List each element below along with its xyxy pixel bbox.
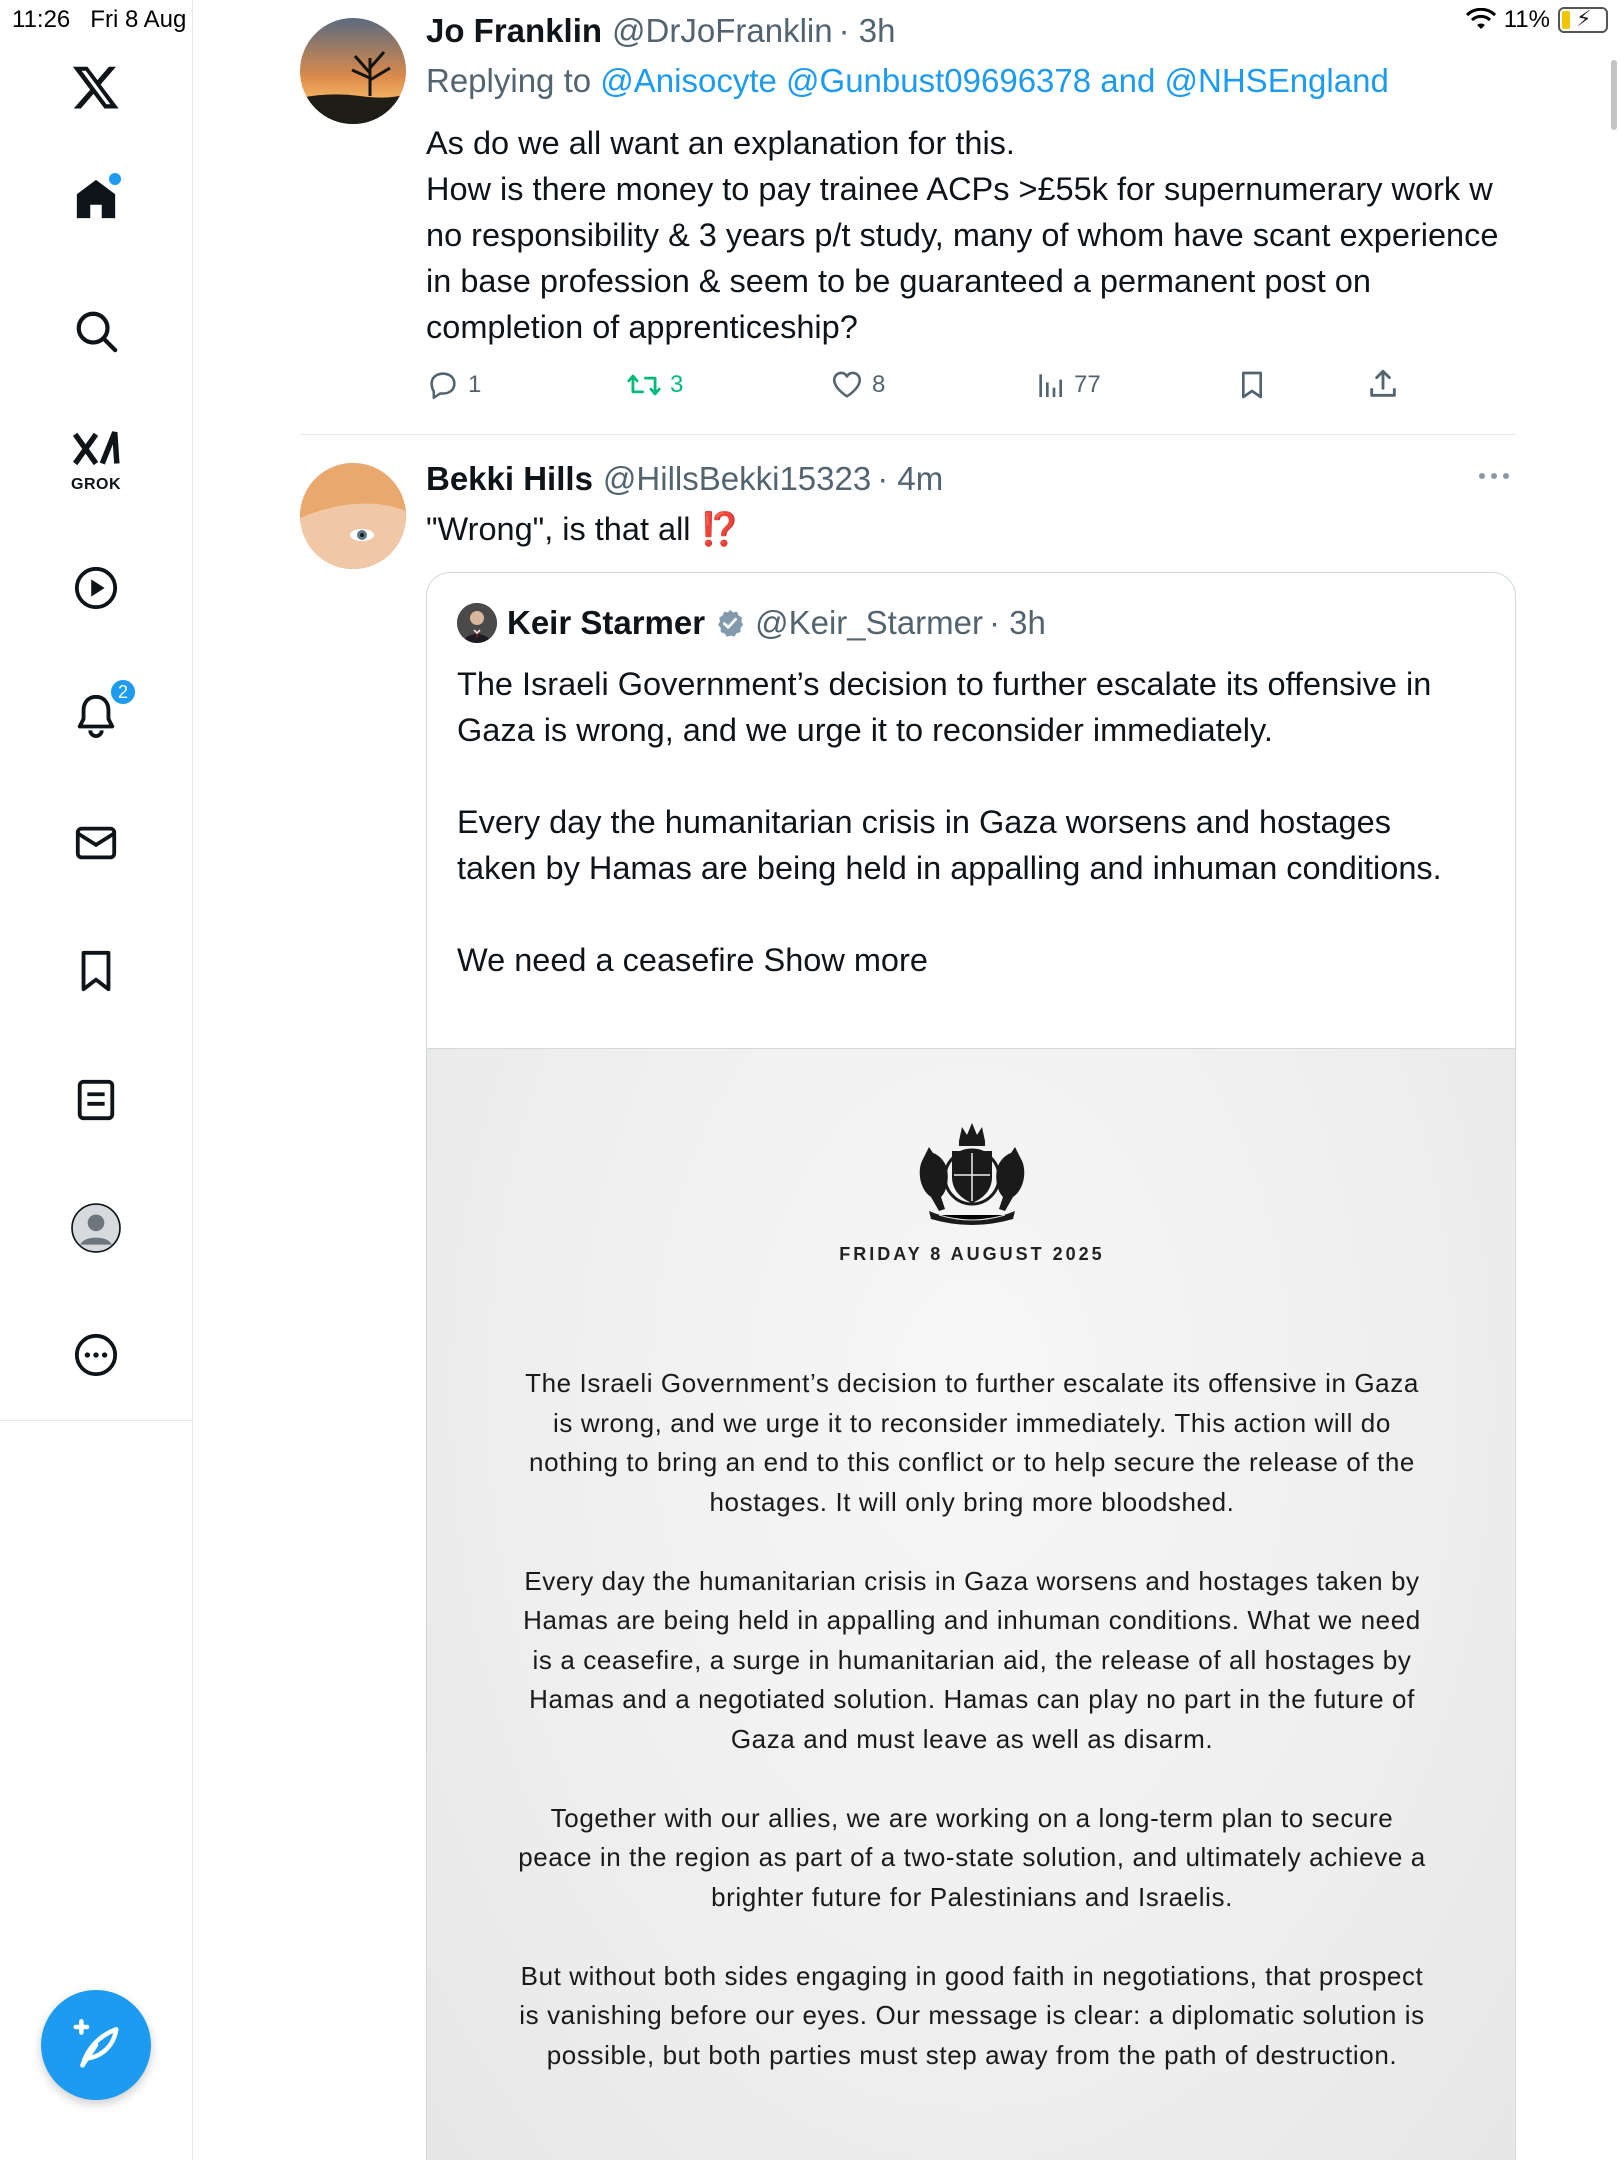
reply-button[interactable] bbox=[426, 368, 481, 402]
tweet1-text: As do we all want an explanation for this. How is there money to pay trainee ACPs >£55k for supernumerary work w no responsibility & 3 years p/t study, many of whom have scant experience in base profession & seem to be guaranteed a permanent post on completion of apprenticeship? bbox=[426, 125, 1499, 345]
tweet2-text: "Wrong", is that all ⁉️ bbox=[426, 511, 741, 547]
like-count: 8 bbox=[872, 371, 886, 398]
tweet2-more-button[interactable] bbox=[1478, 460, 1510, 494]
nav-profile[interactable] bbox=[71, 1203, 121, 1253]
analytics-icon bbox=[1034, 368, 1066, 402]
compose-button[interactable] bbox=[41, 1990, 151, 2100]
envelope-icon bbox=[73, 820, 119, 866]
mention-nhsengland[interactable]: @NHSEngland bbox=[1164, 62, 1389, 99]
nav-home[interactable] bbox=[73, 175, 119, 223]
tweet2-author-name[interactable]: Bekki Hills bbox=[426, 460, 593, 497]
avatar-keir-starmer[interactable] bbox=[457, 603, 497, 643]
quote-text: The Israeli Government’s decision to further escalate its offensive in Gaza is wrong, and we urge it to reconsider immediately. Every day the humanitarian crisis in Gaza worsens and hostages taken by Hamas are being held in appalling and inhuman conditions. We need a ceasefire Show more bbox=[457, 666, 1442, 978]
bookmark-icon bbox=[1236, 368, 1268, 402]
retweet-count: 3 bbox=[670, 371, 684, 398]
statement-paragraph: Together with our allies, we are working on a long-term plan to secure peace in the region as part of a two-state solution, and ultimately achieve a brighter future for Palestinians and Israelis. bbox=[518, 1802, 1426, 1912]
mention-gunbust[interactable]: @Gunbust09696378 bbox=[786, 62, 1092, 99]
avatar-jo-franklin[interactable] bbox=[300, 18, 406, 124]
reply-count: 1 bbox=[468, 371, 482, 398]
show-more-link[interactable]: Show more bbox=[763, 942, 928, 978]
quote-header bbox=[457, 603, 1046, 643]
views-button[interactable] bbox=[1034, 368, 1101, 402]
quote-time[interactable]: · 3h bbox=[989, 604, 1046, 641]
quote-author-handle[interactable]: @Keir_Starmer bbox=[755, 604, 983, 641]
views-count: 77 bbox=[1074, 371, 1101, 398]
battery-percent: 11% bbox=[1503, 6, 1550, 33]
share-icon bbox=[1366, 366, 1400, 402]
tweet1-replying-to: Replying to @Anisocyte @Gunbust09696378 and @NHSEngland bbox=[426, 62, 1389, 99]
heart-icon bbox=[830, 368, 864, 402]
quoted-tweet[interactable] bbox=[426, 572, 1516, 2160]
tweet1-time[interactable]: · 3h bbox=[838, 12, 896, 49]
status-indicators bbox=[1466, 6, 1608, 34]
statement-date: FRIDAY 8 AUGUST 2025 bbox=[839, 1244, 1105, 1264]
nav-more[interactable] bbox=[73, 1332, 119, 1378]
nav-messages[interactable] bbox=[73, 820, 119, 866]
statement-paragraph: Every day the humanitarian crisis in Gaza worsens and hostages taken by Hamas are being held in appalling and inhuman conditions. What we need is a ceasefire, a surge in humanitarian aid, the release of all hostages by Hamas and a negotiated solution. Hamas can play no part in the future of Gaza and must leave as well as disarm. bbox=[523, 1565, 1421, 1754]
avatar-bekki-hills[interactable] bbox=[300, 463, 406, 569]
sidebar bbox=[0, 0, 193, 2160]
royal-crest-icon bbox=[909, 1119, 1035, 1229]
tweet1-author-handle[interactable]: @DrJoFranklin bbox=[612, 12, 833, 49]
new-posts-dot bbox=[109, 173, 121, 185]
like-button[interactable] bbox=[830, 368, 885, 402]
nav-grok[interactable] bbox=[71, 428, 121, 494]
mention-anisocyte[interactable]: @Anisocyte bbox=[600, 62, 777, 99]
nav-video[interactable] bbox=[73, 565, 119, 611]
quote-author-name[interactable]: Keir Starmer bbox=[507, 604, 706, 641]
tweet2-time[interactable]: · 4m bbox=[877, 460, 944, 497]
status-time: 11:26 Fri 8 Aug bbox=[12, 6, 187, 33]
bookmark-icon bbox=[73, 948, 119, 994]
notifications-badge: 2 bbox=[109, 678, 137, 706]
x-logo[interactable] bbox=[70, 62, 122, 112]
verified-badge-icon bbox=[715, 608, 745, 638]
nav-lists[interactable] bbox=[73, 1077, 119, 1123]
nav-bookmarks[interactable] bbox=[73, 948, 119, 994]
scrollbar[interactable] bbox=[1611, 60, 1617, 130]
more-horizontal-icon bbox=[1478, 466, 1510, 486]
tweet2-author-handle[interactable]: @HillsBekki15323 bbox=[602, 460, 872, 497]
tweet1-header bbox=[426, 12, 895, 50]
nav-explore[interactable] bbox=[73, 308, 119, 354]
list-icon bbox=[73, 1077, 119, 1123]
reply-icon bbox=[426, 368, 460, 402]
search-icon bbox=[73, 308, 119, 354]
retweet-icon bbox=[626, 368, 662, 402]
play-icon bbox=[73, 565, 119, 611]
tweet-divider bbox=[300, 434, 1516, 435]
share-button[interactable] bbox=[1366, 366, 1400, 402]
tweet2-header bbox=[426, 460, 943, 498]
profile-avatar-icon bbox=[71, 1203, 121, 1253]
retweet-button[interactable] bbox=[626, 368, 683, 402]
compose-icon bbox=[69, 2018, 123, 2072]
battery-icon: ⚡ bbox=[1558, 7, 1608, 33]
nav-notifications[interactable] bbox=[73, 682, 128, 738]
grok-icon bbox=[71, 428, 121, 474]
tweet1-author-name[interactable]: Jo Franklin bbox=[426, 12, 603, 49]
wifi-icon bbox=[1466, 8, 1496, 32]
bookmark-button[interactable] bbox=[1236, 368, 1268, 402]
statement-paragraph: The Israeli Government’s decision to further escalate its offensive in Gaza is wrong, and we urge it to reconsider immediately. This action will do nothing to bring an end to this conflict or to help secure the release of the hostages. It will only bring more bloodshed. bbox=[525, 1368, 1419, 1517]
sidebar-divider bbox=[0, 1420, 193, 1421]
grok-label: GROK bbox=[71, 476, 121, 493]
more-circle-icon bbox=[73, 1332, 119, 1378]
statement-paragraph: But without both sides engaging in good faith in negotiations, that prospect is vanishing before our eyes. Our message is clear: a diplomatic solution is possible, but both parties must step away from the path of destruction. bbox=[519, 1960, 1425, 2070]
statement-body bbox=[517, 1364, 1427, 2115]
statement-image[interactable] bbox=[427, 1048, 1516, 2160]
x-logo-icon bbox=[70, 62, 122, 112]
